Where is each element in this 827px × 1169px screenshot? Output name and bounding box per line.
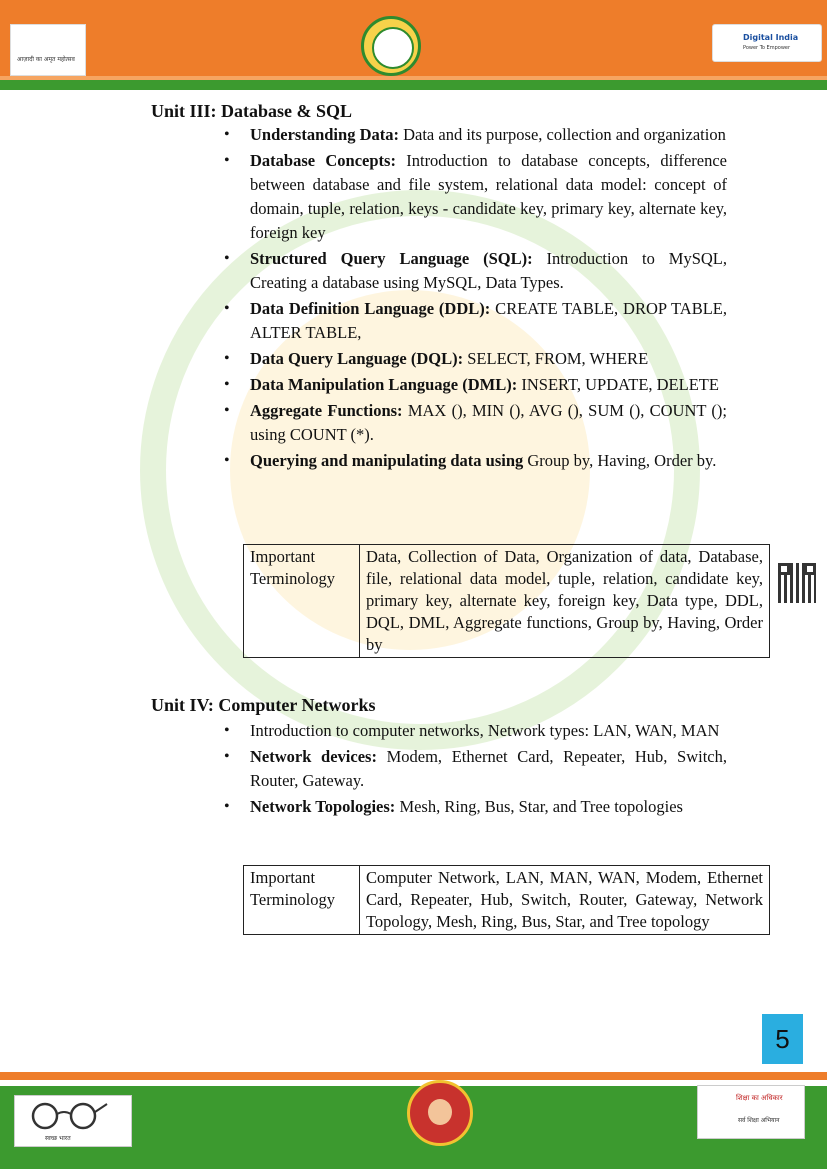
list-item: • Understanding Data: Data and its purpose, collection and organization <box>222 123 727 147</box>
beti-bachao-emblem-icon <box>407 1080 473 1146</box>
table-row <box>244 866 770 935</box>
board-emblem-icon <box>361 16 421 76</box>
list-item: • Network devices: Modem, Ethernet Card, Repeater, Hub, Switch, Router, Gateway. <box>222 745 727 793</box>
unit4-topic-list <box>222 719 727 821</box>
unit4-title: Unit IV: Computer Networks <box>151 695 376 715</box>
digital-india-logo <box>712 24 822 62</box>
unit3-topic-list <box>222 123 727 475</box>
list-item: • Data Query Language (DQL): SELECT, FROM, WHERE <box>222 347 727 371</box>
unit3-title: Unit III: Database & SQL <box>151 101 353 121</box>
unit3-terminology-table <box>243 544 770 658</box>
list-item: • Structured Query Language (SQL): Introduction to MySQL, Creating a database using MySQL, Data Types. <box>222 247 727 295</box>
header-green-stripe <box>0 80 827 90</box>
list-item: • Aggregate Functions: MAX (), MIN (), AVG (), SUM (), COUNT (); using COUNT (*). <box>222 399 727 447</box>
terminology-value: Computer Network, LAN, MAN, WAN, Modem, Ethernet Card, Repeater, Hub, Switch, Router, Gateway, Network Topology, Mesh, Ring, Bus, Star, and Tree topology <box>360 866 770 935</box>
azadi-ka-amrit-mahotsav-logo <box>10 24 86 76</box>
unit4-terminology-table <box>243 865 770 935</box>
list-item: • Database Concepts: Introduction to database concepts, difference between database and file system, relational data model: concept of domain, tuple, relation, keys - candidate key, primary key, alternate key, foreign key <box>222 149 727 245</box>
swachh-bharat-logo <box>14 1095 132 1147</box>
list-item: • Introduction to computer networks, Network types: LAN, WAN, MAN <box>222 719 727 743</box>
table-row <box>244 545 770 658</box>
list-item: • Network Topologies: Mesh, Ring, Bus, Star, and Tree topologies <box>222 795 727 819</box>
rte-logo <box>697 1085 805 1139</box>
qr-code-icon[interactable] <box>778 563 816 603</box>
footer-left-logo-text: स्वच्छ भारत <box>45 1135 71 1142</box>
left-logo-text: आज़ादी का अमृत महोत्सव <box>17 56 75 63</box>
right-logo-text: Digital India <box>743 33 799 42</box>
glasses-icon <box>23 1102 109 1130</box>
footer-right-logo-sub: सर्व शिक्षा अभियान <box>738 1117 780 1124</box>
list-item: • Querying and manipulating data using Group by, Having, Order by. <box>222 449 727 473</box>
terminology-value: Data, Collection of Data, Organization of data, Database, file, relational data model, tuple, relation, candidate key, primary key, alternate key, foreign key, Data type, DDL, DQL, DML, Aggregate functions, Group by, Having, Order by <box>360 545 770 658</box>
terminology-label: Important Terminology <box>244 866 360 935</box>
list-item: • Data Manipulation Language (DML): INSERT, UPDATE, DELETE <box>222 373 727 397</box>
list-item: • Data Definition Language (DDL): CREATE TABLE, DROP TABLE, ALTER TABLE, <box>222 297 727 345</box>
terminology-label: Important Terminology <box>244 545 360 658</box>
right-logo-sub: Power To Empower <box>743 45 791 51</box>
page-number: 5 <box>762 1014 803 1064</box>
footer-right-logo-text: शिक्षा का अधिकार <box>736 1094 783 1102</box>
